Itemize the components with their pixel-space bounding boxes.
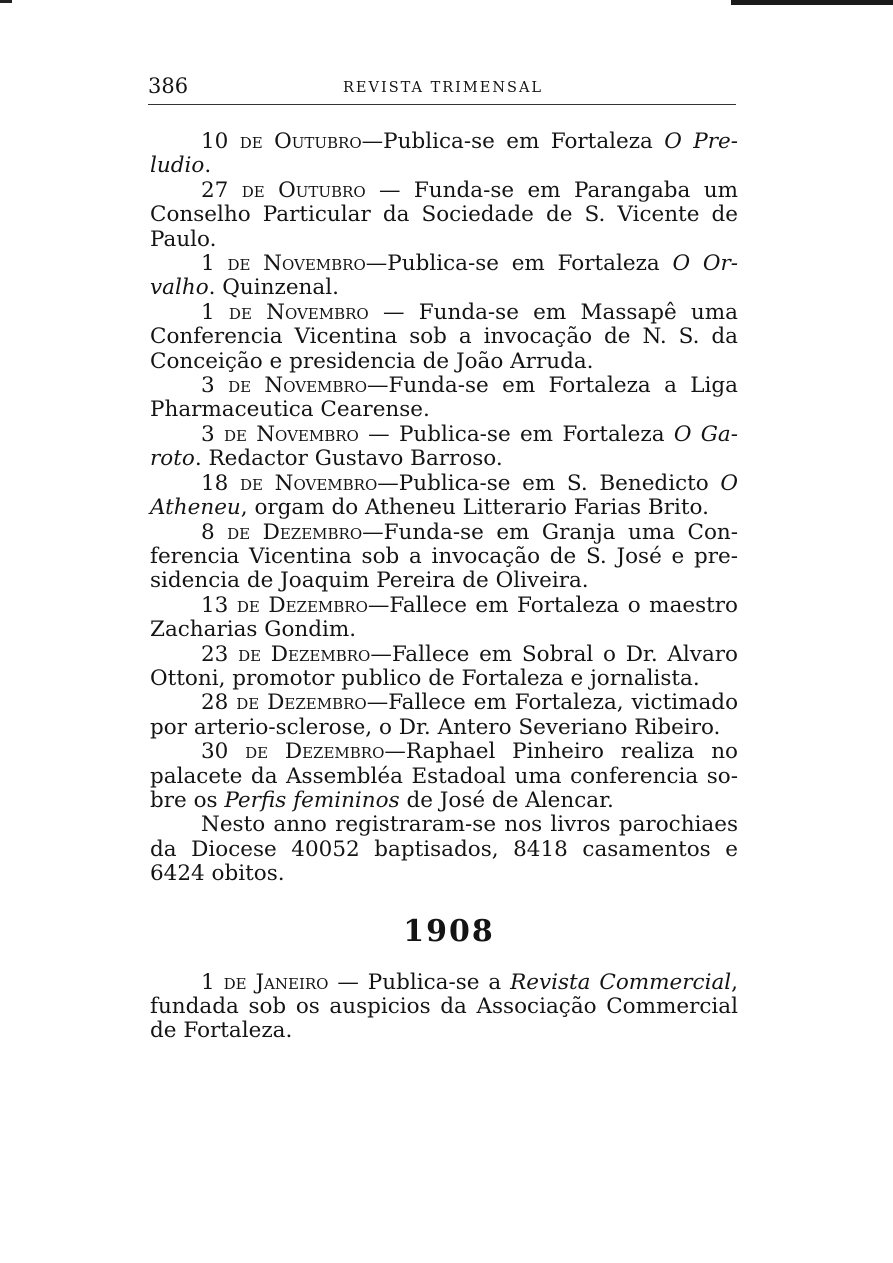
running-head — [148, 72, 738, 102]
entry-month: de Outubro — [241, 177, 366, 203]
entry-month: de Novembro — [228, 299, 369, 325]
entry-day: 1 — [201, 251, 215, 277]
entry-dash: — — [377, 470, 399, 496]
entry-day: 8 — [201, 519, 215, 545]
chronology-entry — [150, 472, 738, 521]
entry-text-continued: . Redactor Gustavo Barroso. — [194, 446, 503, 472]
entry-text-continued: , orgam do Atheneu Litterario Farias Brito. — [240, 495, 709, 521]
running-title: REVISTA TRIMENSAL — [343, 80, 544, 96]
publication-title: Revista Commercial — [510, 969, 732, 995]
entry-text-continued: . Quinzenal. — [208, 275, 339, 301]
entry-dash: — — [361, 129, 384, 154]
chronology-entry — [150, 740, 738, 813]
entry-month: de Novembro — [228, 373, 368, 399]
entry-text: Fallece em Fortaleza o maestro Zacharias Gondim. — [150, 592, 739, 643]
entry-month: de Novembro — [227, 251, 366, 277]
entry-day: 3 — [201, 373, 215, 399]
entry-month: de Dezembro — [236, 690, 367, 716]
chronology-entry — [150, 179, 738, 252]
publication-title: O Preludio — [150, 129, 739, 179]
entry-text: Publica-se em S. Benedicto — [398, 470, 721, 496]
chronology-entry — [150, 374, 738, 423]
entry-text-continued: , fundada sob os auspicios da Associação Commercial de Fortaleza. — [150, 969, 738, 1044]
entry-day: 3 — [201, 421, 215, 447]
page-body — [150, 130, 738, 1044]
entry-day: 30 — [201, 739, 229, 765]
entry-day: 13 — [201, 592, 229, 618]
entry-text: Funda-se em Granja uma Conferencia Vicentina sob a invocação de S. José e presidencia de Joaquim Pereira de Oliveira. — [150, 519, 738, 594]
entry-text: Fallece em Fortaleza, victimado por arterio-sclerose, o Dr. Antero Severiano Ribeiro. — [150, 690, 739, 740]
chronology-entry — [150, 301, 738, 374]
year-heading: 1908 — [403, 913, 495, 949]
entry-month: de Novembro — [223, 421, 359, 447]
entry-dash: — — [384, 739, 406, 765]
chronology-entry — [150, 691, 738, 740]
entry-dash: — — [367, 373, 389, 399]
chronology-entry — [150, 521, 738, 594]
chronology-entry — [150, 252, 738, 301]
entry-day: 27 — [201, 177, 229, 203]
entry-day: 28 — [201, 690, 229, 716]
summary-paragraph: Nesto anno registraram-se nos livros parochiaes da Diocese 40052 baptisados, 8418 casamentos e 6424 obitos. — [150, 812, 738, 887]
entry-month: de Dezembro — [238, 641, 371, 667]
entry-text: Publica-se a — [367, 969, 511, 995]
entry-dash: — — [328, 969, 368, 995]
entry-text: Funda-se em Fortaleza a Liga Pharmaceutica Cearense. — [150, 373, 739, 423]
entry-dash: — — [370, 641, 392, 667]
entry-text: Publica-se em Fortaleza — [387, 251, 673, 277]
publication-title: Perfis femininos — [224, 787, 400, 813]
header-rule — [148, 104, 736, 105]
entry-text: Funda-se em Massapê uma Conferencia Vicentina sob a invocação de N. S. da Conceição e presidencia de João Arruda. — [150, 299, 738, 374]
publication-title: O Atheneu — [150, 470, 738, 521]
chronology-1907 — [150, 130, 738, 813]
entry-month: de Novembro — [240, 470, 378, 496]
entry-text-continued: de José de Alencar. — [399, 787, 614, 813]
entry-text: Funda-se em Parangaba um Conselho Particular da Sociedade de S. Vicente de Paulo. — [150, 177, 738, 252]
publication-title: O Garoto — [150, 421, 738, 472]
chronology-entry — [150, 594, 738, 643]
entry-text-continued: . — [204, 153, 212, 179]
entry-dash: — — [358, 421, 399, 447]
scan-edge-mark — [0, 0, 12, 3]
entry-dash: — — [366, 690, 389, 716]
entry-dash: — — [368, 299, 419, 325]
entry-day: 10 — [201, 129, 229, 154]
entry-text: Fallece em Sobral o Dr. Alvaro Ottoni, promotor publico de Fortaleza e jornalista. — [150, 641, 738, 691]
entry-dash: — — [362, 519, 384, 545]
entry-day: 1 — [201, 969, 215, 995]
entry-dash: — — [365, 251, 388, 277]
page-number: 386 — [148, 74, 189, 98]
entry-month: de Outubro — [239, 129, 362, 154]
entry-text: Raphael Pinheiro realiza no palacete da Assembléa Estadoal uma conferencia sobre os — [150, 739, 738, 813]
entry-text: Publica-se em Fortaleza — [398, 421, 674, 447]
chronology-1908 — [150, 971, 738, 1044]
entry-month: de Dezembro — [227, 519, 363, 545]
chronology-entry — [150, 130, 738, 179]
chronology-entry — [150, 643, 738, 692]
chronology-entry — [150, 423, 738, 472]
entry-day: 1 — [201, 299, 215, 325]
chronology-entry — [150, 971, 738, 1044]
entry-text: Publica-se em Fortaleza — [383, 129, 665, 154]
publication-title: O Orvalho — [150, 251, 738, 301]
scan-edge-bar — [731, 0, 893, 5]
entry-day: 18 — [201, 470, 229, 496]
entry-month: de Dezembro — [236, 592, 368, 618]
entry-day: 23 — [201, 641, 229, 667]
entry-dash: — — [365, 177, 414, 203]
entry-dash: — — [367, 592, 390, 618]
entry-month: de Janeiro — [223, 969, 329, 995]
entry-month: de Dezembro — [245, 739, 385, 765]
